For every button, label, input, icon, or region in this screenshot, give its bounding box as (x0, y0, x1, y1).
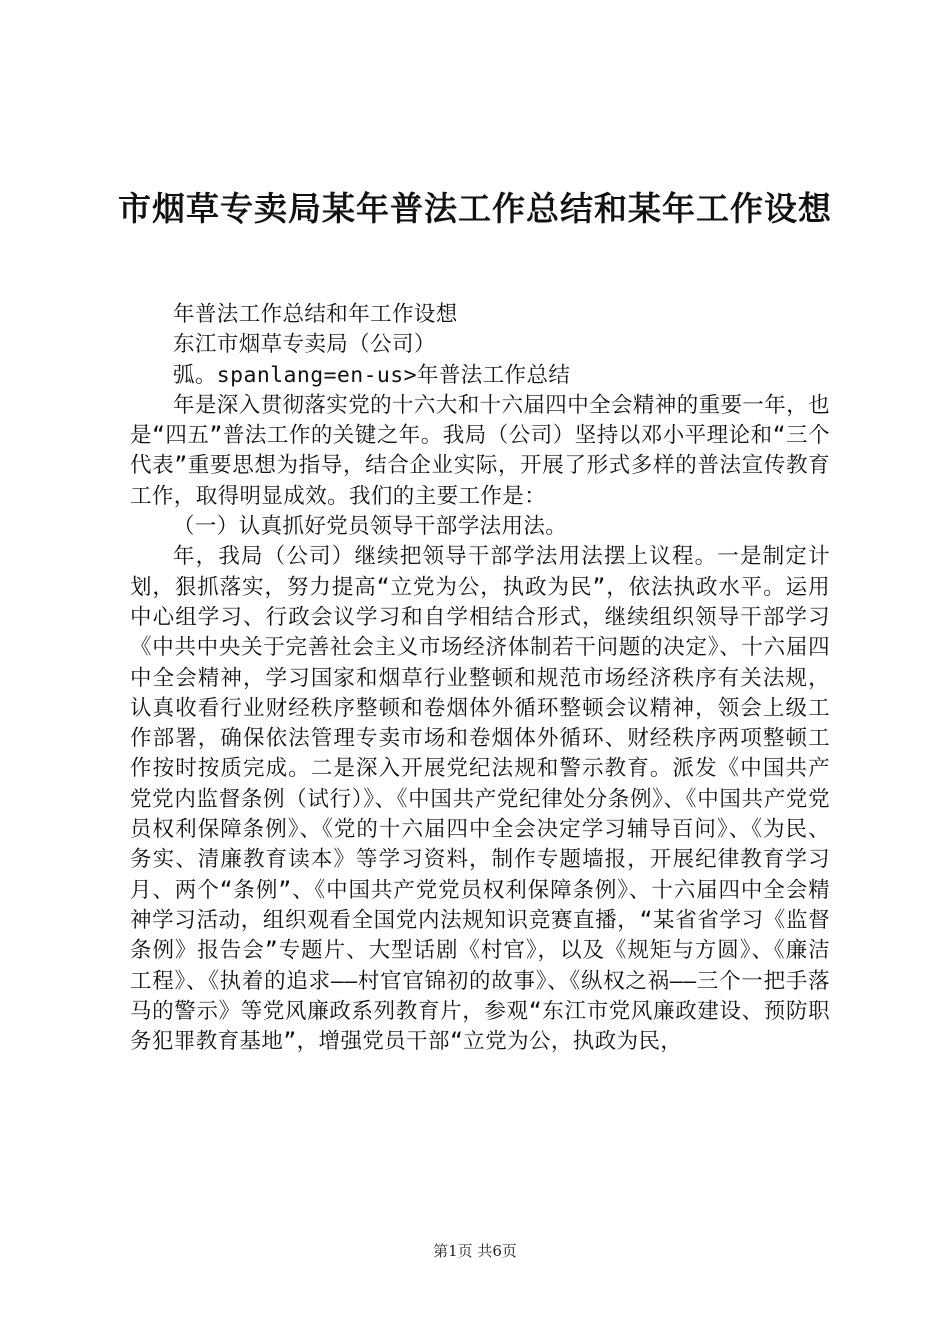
document-body (130, 300, 830, 1057)
document-title: 市烟草专卖局某年普法工作总结和某年工作设想 (118, 189, 832, 228)
page-number-footer: 第1页 共6页 (433, 1242, 517, 1260)
paragraph-section-heading: 弧。spanlang=en-us>年普法工作总结 (173, 362, 571, 388)
paragraph-organization: 东江市烟草专卖局（公司） (173, 332, 436, 358)
paragraph-item-body: 年，我局（公司）继续把领导干部学法用法摆上议程。一是制定计划，狠抓落实，努力提高“立党为公，执政为民”，依法执政水平。运用中心组学习、行政会议学习和自学相结合形式，继续组织领导干部学习《中共中央关于完善社会主义市场经济体制若干问题的决定》、十六届四中全会精神，学习国家和烟草行业整顿和规范市场经济秩序有关法规，认真收看行业财经秩序整顿和卷烟体外循环整顿会议精神，领会上级工作部署，确保依法管理专卖市场和卷烟体外循环、财经秩序两项整顿工作按时按质完成。二是深入开展党纪法规和警示教育。派发《中国共产党党内监督条例（试行）》、《中国共产党纪律处分条例》、《中国共产党党员权利保障条例》、《党的十六届四中全会决定学习辅导百问》、《为民、务实、清廉教育读本》等学习资料，制作专题墙报，开展纪律教育学习月、两个“条例”、《中国共产党党员权利保障条例》、十六届四中全会精神学习活动，组织观看全国党内法规知识竞赛直播，“某省省学习《监督条例》报告会”专题片、大型话剧《村官》，以及《规矩与方圆》、《廉洁工程》、《执着的追求——村官官锦初的故事》、《纵权之祸——三个一把手落马的警示》等党风廉政系列教育片，参观“东江市党风廉政建设、预防职务犯罪教育基地”，增强党员干部“立党为公，执政为民， (130, 544, 830, 1055)
paragraph-intro: 年是深入贯彻落实党的十六大和十六届四中全会精神的重要一年，也是“四五”普法工作的关键之年。我局（公司）坚持以邓小平理论和“三个代表”重要思想为指导，结合企业实际，开展了形式多样的普法宣传教育工作，取得明显成效。我们的主要工作是： (130, 392, 831, 509)
paragraph-subtitle: 年普法工作总结和年工作设想 (173, 302, 458, 327)
paragraph-item-heading: （一）认真抓好党员领导干部学法用法。 (173, 514, 568, 540)
